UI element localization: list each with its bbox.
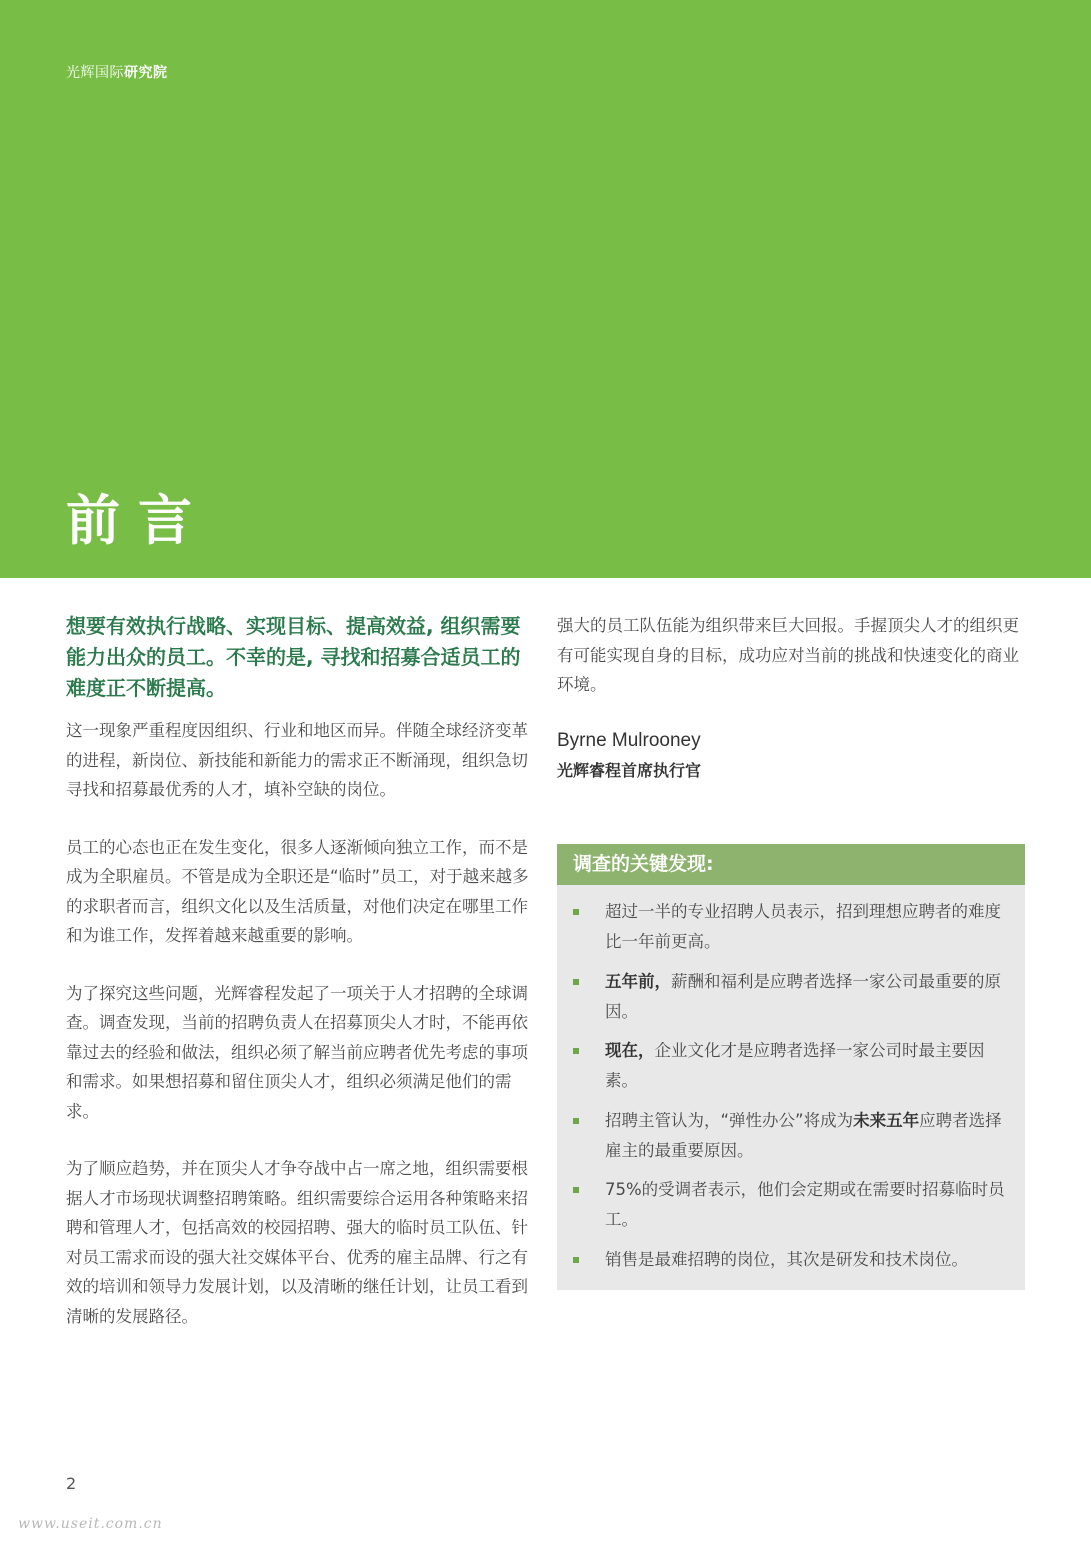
right-column (557, 611, 1027, 781)
bullet-square-icon (573, 1048, 579, 1054)
finding-item (573, 1106, 1009, 1166)
page-number: 2 (66, 1474, 77, 1493)
body-paragraph-1: 这一现象严重程度因组织、行业和地区而异。伴随全球经济变革的进程，新岗位、新技能和新能力的需求正不断涌现，组织急切寻找和招募最优秀的人才，填补空缺的岗位。 (66, 721, 528, 799)
finding-item (573, 897, 1009, 957)
key-findings-heading: 调查的关键发现: (557, 844, 1025, 885)
right-paragraph: 强大的员工队伍能为组织带来巨大回报。手握顶尖人才的组织更有可能实现自身的目标，成功应对当前的挑战和快速变化的商业环境。 (557, 616, 1019, 694)
page-title: 前言 (66, 489, 210, 552)
finding-item (573, 967, 1009, 1027)
signature-name: Byrne Mulrooney (557, 729, 701, 751)
hero-banner (0, 0, 1091, 578)
brand-label (66, 62, 168, 82)
left-column (66, 611, 536, 1359)
lead-statement: 想要有效执行战略、实现目标、提高效益, 组织需要能力出众的员工。不幸的是, 寻找和招募合适员工的难度正不断提高。 (66, 614, 521, 700)
finding-item (573, 1036, 1009, 1096)
bullet-square-icon (573, 909, 579, 915)
finding-text: 销售是最难招聘的岗位，其次是研发和技术岗位。 (605, 1249, 968, 1269)
bullet-square-icon (573, 979, 579, 985)
body-paragraph-3: 为了探究这些问题，光辉睿程发起了一项关于人才招聘的全球调查。调查发现，当前的招聘负责人在招募顶尖人才时，不能再依靠过去的经验和做法，组织必须了解当前应聘者优先考虑的事项和需求。如果想招募和留住顶尖人才，组织必须满足他们的需求。 (66, 983, 528, 1121)
finding-text: 超过一半的专业招聘人员表示，招到理想应聘者的难度比一年前更高。 (605, 902, 1001, 951)
brand-bold-text: 研究院 (124, 65, 168, 81)
finding-text-bold: 现在， (605, 1041, 655, 1060)
bullet-square-icon (573, 1187, 579, 1193)
finding-text: 75%的受调者表示，他们会定期或在需要时招募临时员工。 (605, 1180, 1005, 1229)
body-paragraph-4: 为了顺应趋势，并在顶尖人才争夺战中占一席之地，组织需要根据人才市场现状调整招聘策略。组织需要综合运用各种策略来招聘和管理人才，包括高效的校园招聘、强大的临时员工队伍、针对员工需求而设的强大社交媒体平台、优秀的雇主品牌、行之有效的培训和领导力发展计划，以及清晰的继任计划，让员工看到清晰的发展路径。 (66, 1159, 528, 1326)
signature-title: 光辉睿程首席执行官 (557, 760, 702, 780)
finding-text: 薪酬和福利是应聘者选择一家公司最重要的原因。 (605, 971, 1001, 1021)
finding-text-pre: 招聘主管认为，“弹性办公”将成为 (605, 1110, 854, 1130)
body-paragraph-2: 员工的心态也正在发生变化，很多人逐渐倾向独立工作，而不是成为全职雇员。不管是成为全职还是“临时”员工，对于越来越多的求职者而言，组织文化以及生活质量，对他们决定在哪里工作和为谁工作，发挥着越来越重要的影响。 (66, 837, 529, 945)
finding-item (573, 1245, 1009, 1275)
finding-text-bold: 五年前， (605, 971, 671, 991)
bullet-square-icon (573, 1257, 579, 1263)
bullet-square-icon (573, 1118, 579, 1124)
watermark: www.useit.com.cn (18, 1516, 163, 1532)
finding-text: 企业文化才是应聘者选择一家公司时最主要因素。 (605, 1041, 985, 1090)
finding-item (573, 1175, 1009, 1235)
key-findings-list (557, 885, 1025, 1275)
key-findings-box (557, 844, 1025, 1290)
brand-light-text: 光辉国际 (66, 65, 124, 81)
finding-text: 应聘者选择雇主的最重要原因。 (605, 1110, 1002, 1160)
finding-text-bold: 未来五年 (853, 1110, 920, 1130)
